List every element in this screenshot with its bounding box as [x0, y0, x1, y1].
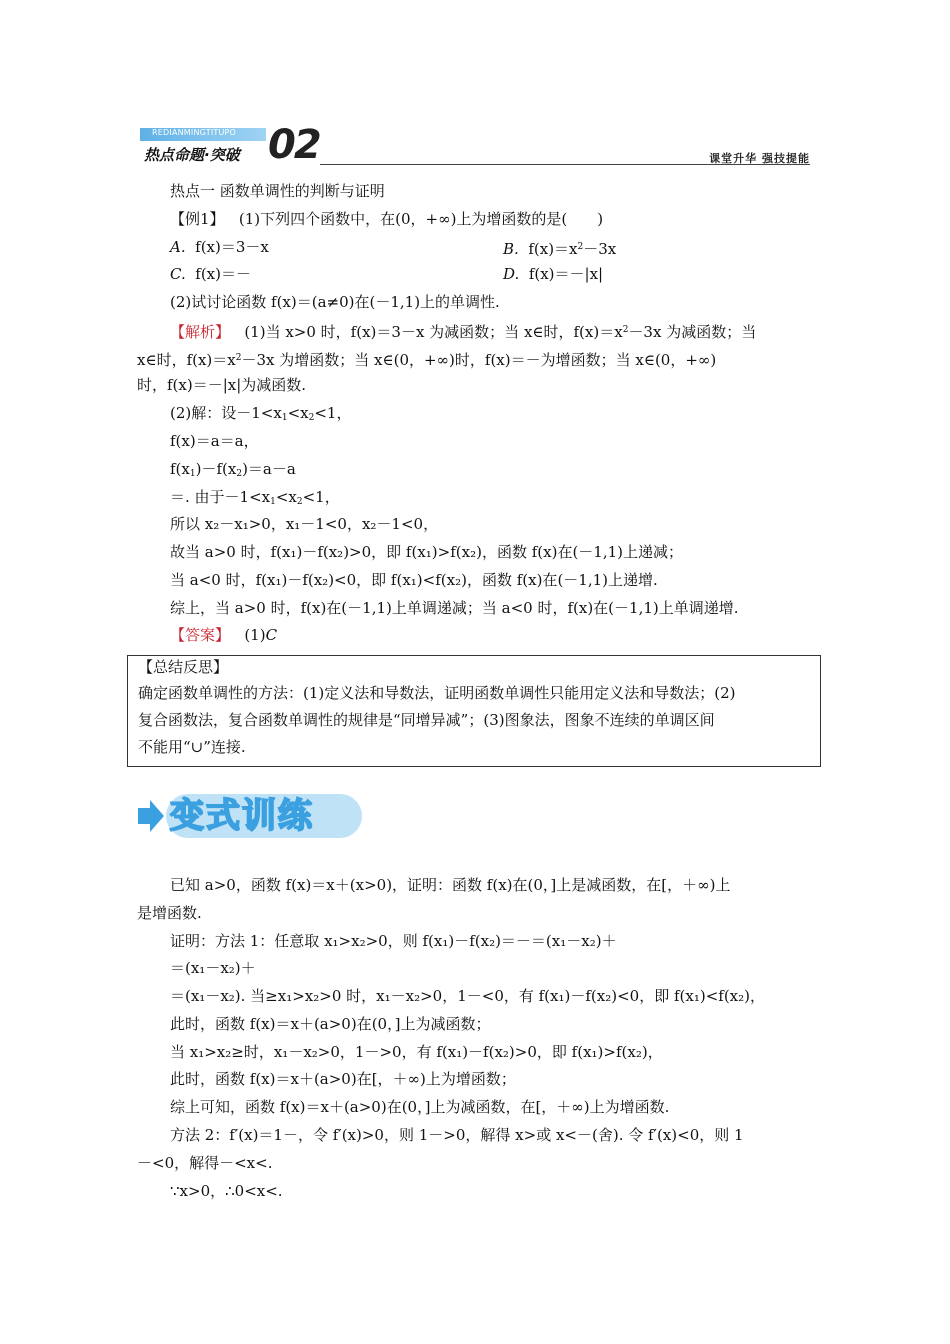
section-banner	[140, 126, 266, 162]
header-tagline: 课堂升华 强技提能	[709, 152, 810, 165]
analysis-part2-line-5: 所以 x₂－x₁>0，x₁－1<0，x₂－1<0，	[170, 515, 439, 533]
analysis-line-2-text: x∈时，f(x)＝x	[137, 351, 236, 369]
analysis-part2-line-8: 综上，当 a>0 时，f(x)在(－1,1)上单调递减；当 a<0 时，f(x)在(－1,1)上单调递增.	[170, 599, 739, 617]
analysis-part2-line-7: 当 a<0 时，f(x₁)－f(x₂)<0，即 f(x₁)<f(x₂)，函数 f(x)在(－1,1)上递增.	[170, 571, 658, 589]
analysis-part2-line-6: 故当 a>0 时，f(x₁)－f(x₂)>0，即 f(x₁)>f(x₂)，函数 f(x)在(－1,1)上递减；	[170, 543, 683, 561]
p2-line4-sub2: 2	[296, 497, 303, 507]
analysis-part2-line-3	[170, 458, 296, 485]
summary-line-3: 不能用“∪”连接.	[138, 738, 246, 756]
p2-line4-a: ＝. 由于－1<x	[170, 488, 271, 506]
exercise-line-4: ＝(x₁－x₂)＋	[170, 959, 256, 977]
exercise-line-3: 证明：方法 1：任意取 x₁>x₂>0，则 f(x₁)－f(x₂)＝－＝(x₁－x₂)＋	[170, 932, 617, 950]
answer-letter: C	[265, 626, 278, 644]
analysis-line-3: 时，f(x)＝－|x|为减函数.	[137, 376, 307, 394]
option-d	[503, 263, 603, 285]
exercise-line-2: 是增函数.	[137, 904, 202, 922]
analysis-part2-line-1	[170, 402, 351, 429]
option-b-text-tail: －3x	[583, 240, 617, 258]
option-a-letter: A.	[170, 238, 186, 256]
summary-title: 【总结反思】	[138, 658, 229, 676]
hotspot-title: 热点一 函数单调性的判断与证明	[170, 182, 385, 200]
analysis-part2-line-2: f(x)＝a＝a，	[170, 432, 259, 450]
option-b-exponent: 2	[577, 242, 584, 252]
p2-line3-sub1: 1	[189, 469, 196, 479]
p2-line1-b: <x	[287, 404, 309, 422]
p2-line3-a: f(x	[170, 460, 190, 478]
exercise-line-10: 方法 2：f′(x)＝1－，令 f′(x)>0，则 1－>0，解得 x>或 x<－(舍). 令 f′(x)<0，则 1	[170, 1126, 744, 1144]
example-label: 【例1】	[170, 210, 225, 228]
summary-box	[127, 655, 821, 767]
banner-pinyin: REDIANMINGTITUPO	[152, 128, 237, 137]
p2-line3-sub2: 2	[236, 469, 243, 479]
p2-line1-sub2: 2	[308, 413, 315, 423]
exercise-line-12: ∵x>0，∴0<x<.	[170, 1182, 283, 1200]
banner-title: 热点命题·突破	[144, 146, 240, 164]
exercise-line-9: 综上可知，函数 f(x)＝x＋(a>0)在(0，]上为减函数，在[，＋∞)上为增函数.	[170, 1098, 670, 1116]
analysis-line-1-exponent: 2	[622, 325, 629, 335]
section-header	[140, 124, 810, 168]
p2-line3-b: )－f(x	[195, 460, 237, 478]
example-question-2: (2)试讨论函数 f(x)＝(a≠0)在(－1,1)上的单调性.	[170, 293, 500, 311]
answer-text: (1)	[244, 626, 266, 644]
option-b	[503, 236, 616, 260]
option-c-letter: C.	[170, 265, 186, 283]
analysis-line-1-text: (1)当 x>0 时，f(x)＝3－x 为减函数；当 x∈时，f(x)＝x	[244, 323, 623, 341]
banner-pinyin-strip	[140, 128, 266, 141]
p2-line4-b: <x	[275, 488, 297, 506]
analysis-line-1	[170, 319, 756, 343]
banner-number: 02	[268, 122, 320, 168]
analysis-line-1-tail: －3x 为减函数；当	[628, 323, 757, 341]
summary-line-2: 复合函数法，复合函数单调性的规律是“同增异减”；(3)图象法，图象不连续的单调区间	[138, 711, 715, 729]
option-b-text: f(x)＝x	[528, 240, 578, 258]
analysis-line-2-tail: －3x 为增函数；当 x∈(0，+∞)时，f(x)＝－为增函数；当 x∈(0，+∞)	[241, 351, 717, 369]
analysis-part2-line-4	[170, 486, 340, 513]
analysis-line-2-exponent: 2	[235, 353, 242, 363]
p2-line1-a: (2)解：设－1<x	[170, 404, 282, 422]
exercise-line-1: 已知 a>0，函数 f(x)＝x＋(x>0)，证明：函数 f(x)在(0，]上是减函数，在[，＋∞)上	[170, 876, 731, 894]
p2-line3-c: )＝a－a	[242, 460, 296, 478]
exercise-line-11: －<0，解得－<x<.	[137, 1154, 273, 1172]
answer-label: 【答案】	[170, 626, 231, 644]
option-b-letter: B.	[503, 240, 519, 258]
option-a	[170, 236, 269, 258]
p2-line1-sub1: 1	[281, 413, 288, 423]
exercise-line-7: 当 x₁>x₂≥时，x₁－x₂>0，1－>0，有 f(x₁)－f(x₂)>0，即 f(x₁)>f(x₂)，	[170, 1043, 663, 1061]
variant-title: 变式训练	[170, 796, 314, 836]
exercise-line-5: ＝(x₁－x₂). 当≥x₁>x₂>0 时，x₁－x₂>0，1－<0，有 f(x₁)－f(x₂)<0，即 f(x₁)<f(x₂)，	[170, 987, 765, 1005]
option-d-text: f(x)＝－|x|	[528, 265, 604, 283]
summary-line-1: 确定函数单调性的方法：(1)定义法和导数法，证明函数单调性只能用定义法和导数法；(2)	[138, 684, 736, 702]
answer-line	[170, 624, 277, 646]
exercise-line-8: 此时，函数 f(x)＝x＋(a>0)在[，＋∞)上为增函数；	[170, 1070, 516, 1088]
option-d-letter: D.	[503, 265, 520, 283]
example-question-1-text: (1)下列四个函数中，在(0，+∞)上为增函数的是( )	[238, 210, 604, 228]
example-question-1	[170, 208, 603, 230]
option-c	[170, 263, 251, 285]
option-c-text: f(x)＝－	[195, 265, 251, 283]
option-a-text: f(x)＝3－x	[195, 238, 269, 256]
variant-training-banner	[138, 790, 368, 842]
analysis-label: 【解析】	[170, 323, 231, 341]
analysis-line-2	[137, 347, 716, 371]
p2-line4-c: <1，	[302, 488, 340, 506]
p2-line4-sub1: 1	[270, 497, 276, 507]
p2-line1-c: <1，	[314, 404, 352, 422]
exercise-line-6: 此时，函数 f(x)＝x＋(a>0)在(0，]上为减函数；	[170, 1015, 491, 1033]
